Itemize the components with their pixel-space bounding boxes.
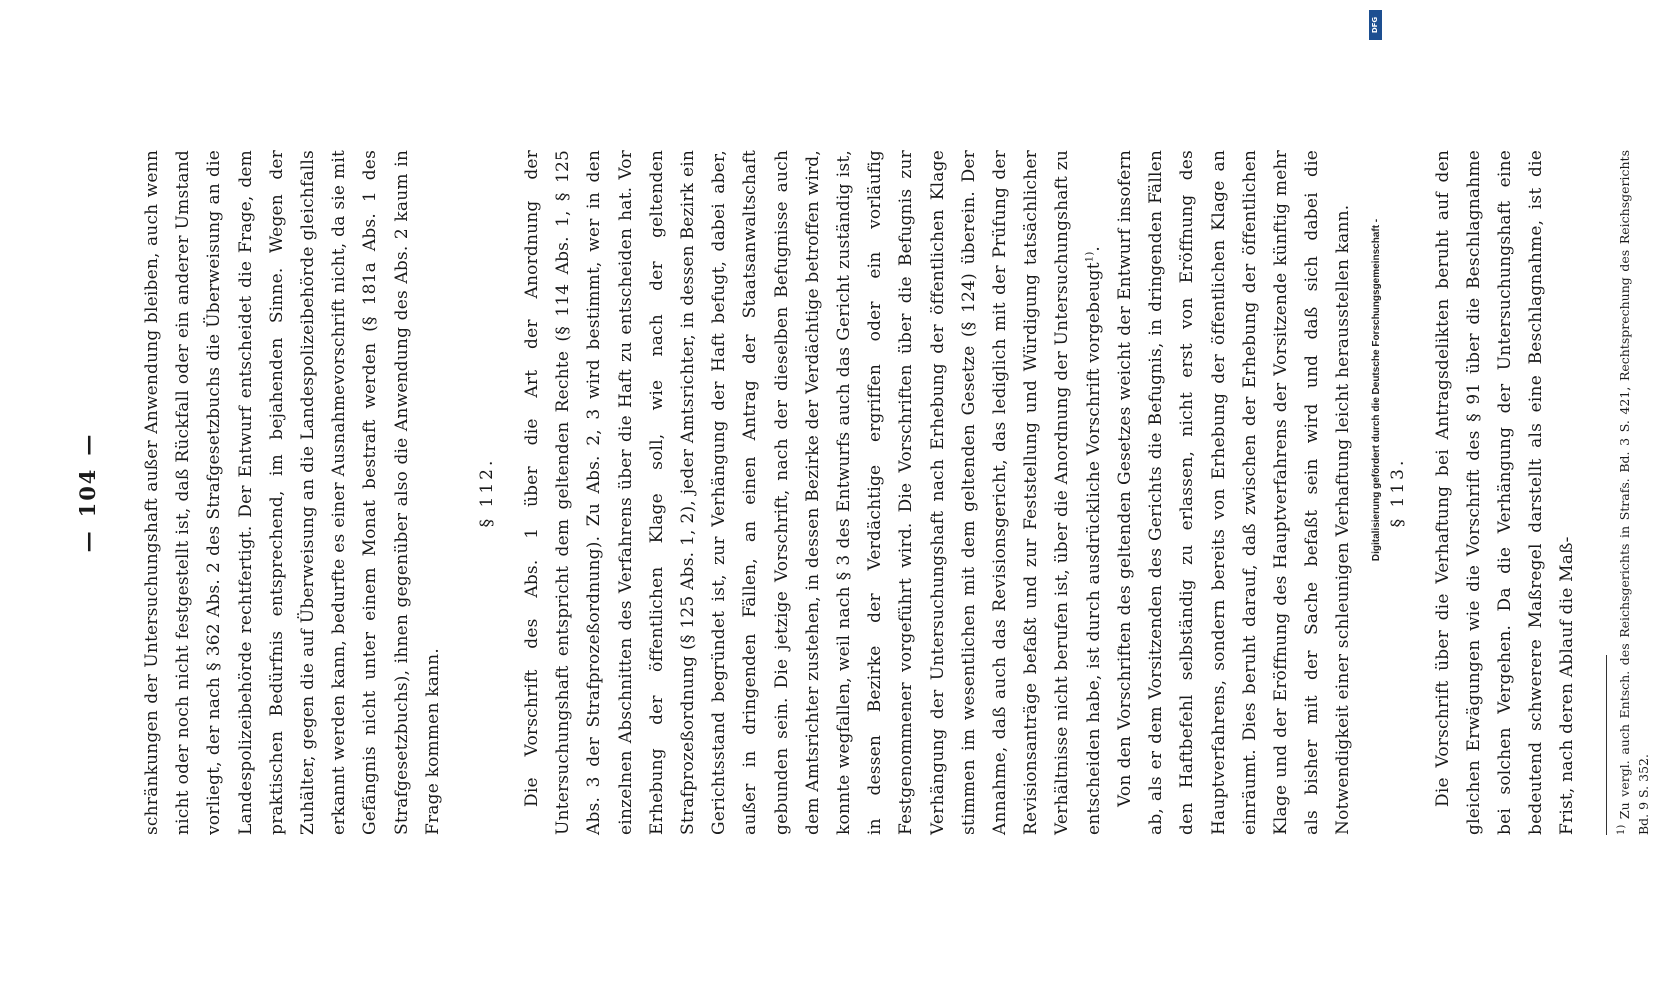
page-header [75,150,137,835]
footnote [1615,150,1653,835]
footnote-text: Zu vergl. auch Entsch. des Reichsgerichts in Strafs. Bd. 3 S. 421, Rechtsprechung des Reichsgerichts Bd. 9 S. 352. [1616,150,1651,835]
section-112-heading: § 112. [477,457,498,528]
sentence-end: . [1083,245,1104,252]
digitization-credit-text: Digitalisierung gefördert durch die Deutsche Forschungsgemeinschaft - [1371,218,1382,562]
footnote-mark: 1) [1615,824,1627,835]
dfg-logo-text: DFG [1371,16,1380,34]
section-112-paragraph-1 [517,150,1110,835]
footnote-reference-number: 1 [1084,255,1096,263]
footnote-divider [1606,655,1607,835]
footnote-reference: 1) [1084,251,1096,263]
section-112-paragraph-2: Von den Vorschriften des geltenden Gesetzes weicht der Entwurf insofern ab, als er dem Vorsitzenden des Gerichts die Befugnis, in dringenden Fällen den Haftbefehl selbständig zu erlassen, nicht erst von Eröffnung des Hauptverfahrens, sondern bereits von Erhebung der öffentlichen Klage an einräumt. Dies beruht darauf, daß zwischen der Erhebung der öffentlichen Klage und der Eröffnung des Hauptverfahrens der Vorsitzende künftig mehr als bisher mit der Sache befaßt sein wird und daß sich dabei die Notwendigkeit einer schleunigen Verhaftung leicht herausstellen kann. [1114,150,1354,835]
dfg-logo [1369,10,1382,40]
page-number: 104 [75,467,100,518]
header-dash-right: — [75,432,100,456]
section-113-heading: § 113. [1387,457,1408,528]
section-112-paragraph-1-text: Die Vorschrift des Abs. 1 über die Art der Anordnung der Untersuchungshaft entspricht dem geltenden Rechte (§ 114 Abs. 1, § 125 Abs. 3 der Strafprozeßordnung). Zu Abs. 2, 3 wird bestimmt, wer in den einzelnen Abschnitten des Verfahrens über die Haft zu entscheiden hat. Vor Erhebung der öffentlichen Klage soll, wie nach der geltenden Strafprozeßordnung (§ 125 Abs. 1, 2), jeder Amtsrichter, in dessen Bezirk ein Gerichtsstand begründet ist, zur Verhängung der Haft befugt, dabei aber, außer in dringenden Fällen, an einen Antrag der Staatsanwaltschaft gebunden sein. Die jetzige Vorschrift, nach der dieselben Befugnisse auch dem Amtsrichter zustehen, in dessen Bezirke der Verdächtige betroffen wird, konnte wegfallen, weil nach § 3 des Entwurfs auch das Gericht zuständig ist, in dessen Bezirke der Verdächtige ergriffen oder ein vorläufig Festgenommener vorgeführt wird. Die Vorschriften über die Befugnis zur Verhängung der Untersuchungshaft nach Erhebung der öffentlichen Klage stimmen im wesentlichen mit dem geltenden Gesetze (§ 124) überein. Der Annahme, daß auch das Revisionsgericht, das lediglich mit der Prüfung der Revisionsanträge befaßt und zur Feststellung und Würdigung tatsächlicher Verhältnisse nicht berufen ist, über die Anordnung der Untersuchungshaft zu entscheiden habe, ist durch ausdrückliche Vorschrift vorgebeugt [522,150,1104,835]
footnote-mark-number: 1 [1615,828,1627,835]
continuation-paragraph: schränkungen der Untersuchungshaft außer Anwendung bleiben, auch wenn nicht oder noch nicht festgestellt ist, daß Rückfall oder ein anderer Umstand vorliegt, der nach § 362 Abs. 2 des Strafgesetzbuchs die Überweisung an die Landespolizeibehörde rechtfertigt. Der Entwurf entscheidet die Frage, dem praktischen Bedürfnis entsprechend, im bejahenden Sinne. Wegen der Zuhälter, gegen die auf Überweisung an die Landespolizeibehörde gleichfalls erkannt werden kann, bedurfte es einer Ausnahmevorschrift nicht, da sie mit Gefängnis nicht unter einem Monat bestraft werden (§ 181a Abs. 1 des Strafgesetzbuchs), ihnen gegenüber also die Anwendung des Abs. 2 kaum in Frage kommen kann. [142,150,443,835]
section-113-paragraph: Die Vorschrift über die Verhaftung bei Antragsdelikten beruht auf den gleichen Erwägungen wie die Vorschrift des § 91 über die Beschlagnahme bei solchen Vergehen. Da die Verhängung der Untersuchungshaft eine bedeutend schwerere Maßregel darstellt als eine Beschlagnahme, ist die Frist, nach deren Ablauf die Maß- [1432,150,1578,835]
header-dash-left: — [75,529,100,553]
